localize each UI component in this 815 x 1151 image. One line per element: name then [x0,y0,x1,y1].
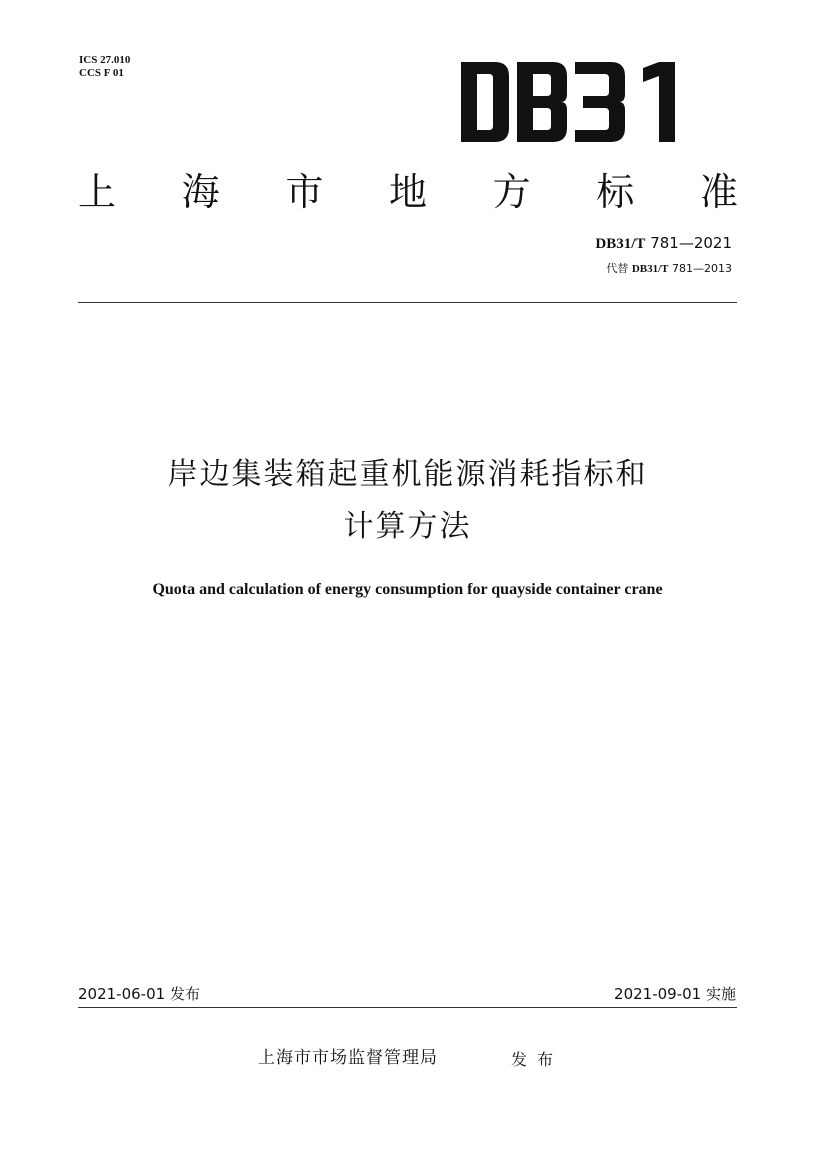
issuing-authority: 上海市市场监督管理局 [258,1048,438,1068]
ics-code: ICS 27.010 [79,54,131,66]
standard-type-char: 海 [181,170,220,214]
header-divider [78,302,737,303]
chinese-title-line-1: 岸边集装箱起重机能源消耗指标和 [167,457,648,492]
english-title: Quota and calculation of energy consumption for quayside container crane [152,581,663,598]
standard-type-char: 地 [388,170,427,214]
standard-number-suffix: 781—2021 [645,234,732,252]
db31-logo [461,62,691,142]
replaces-suffix: 781—2013 [668,262,732,275]
standard-number-prefix: DB31/T [595,236,646,252]
standard-number [595,234,732,253]
replaces-prefix: DB31/T [631,263,669,275]
issue-date: 2021-06-01 发布 [78,985,200,1003]
replaces-label: 代替 [606,262,632,275]
standard-type-char: 方 [492,170,531,214]
standard-type-char: 上 [78,170,117,214]
replaces-standard [606,262,732,276]
standard-type-char: 市 [285,170,324,214]
implementation-date: 2021-09-01 实施 [614,985,736,1003]
issue-word: 发布 [511,1050,564,1069]
standard-type-char: 标 [596,170,635,214]
standard-type-title [78,168,738,216]
standard-type-char: 准 [699,170,738,214]
chinese-title-line-2: 计算方法 [343,509,472,544]
footer-divider [78,1007,737,1008]
ccs-code: CCS F 01 [79,67,124,79]
